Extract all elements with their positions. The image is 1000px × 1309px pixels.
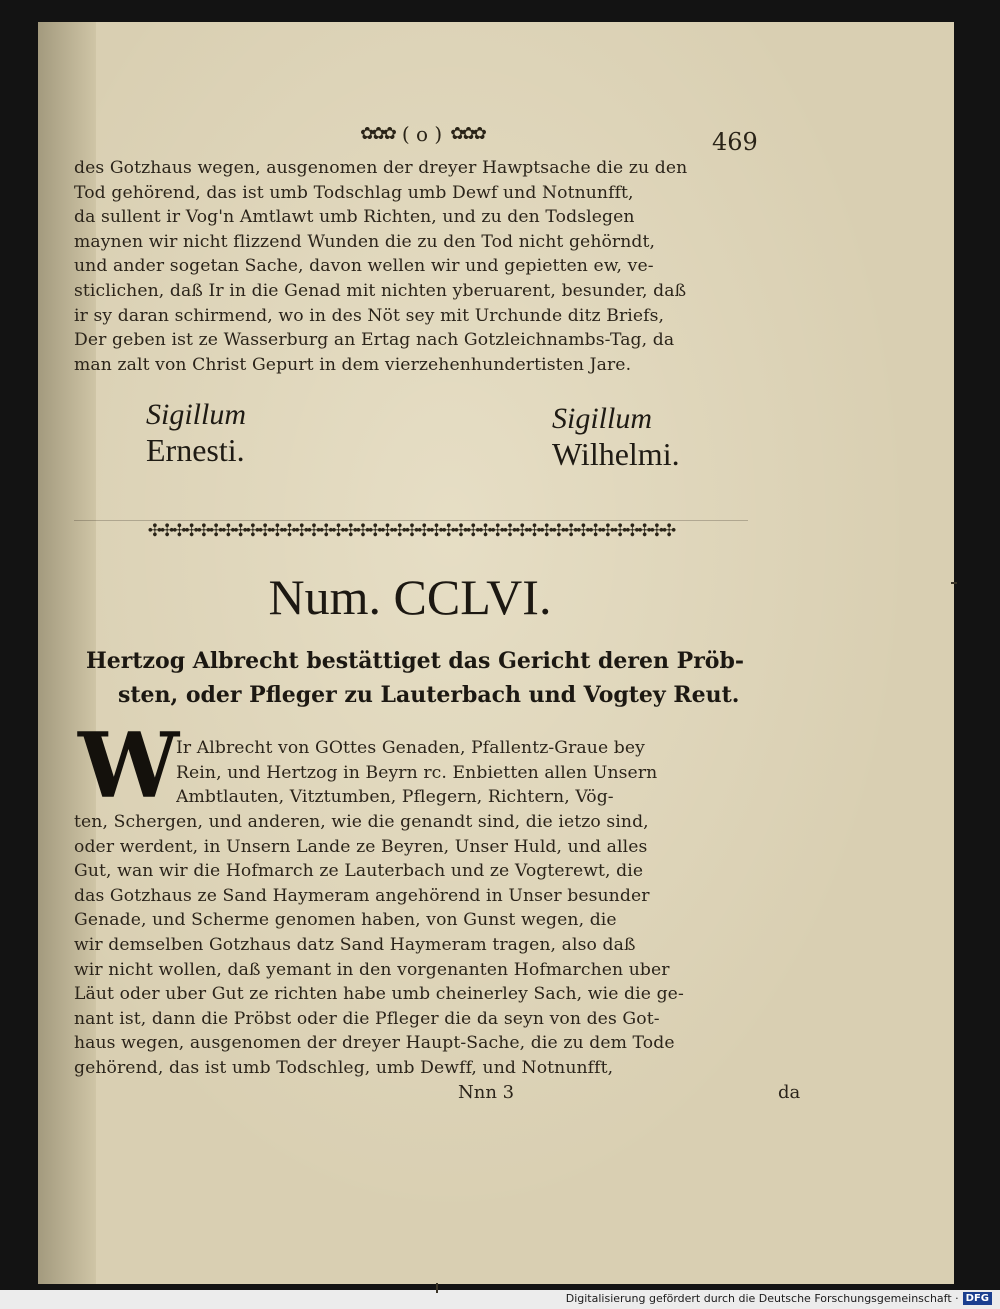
text-line: ir sy daran schirmend, wo in des Nöt sey mit Urchunde ditz Briefs, xyxy=(74,305,665,326)
header-center: ( o ) xyxy=(401,122,443,146)
text-line: haus wegen, ausgenomen der dreyer Haupt-Sache, die zu dem Tode xyxy=(74,1033,675,1054)
text-line: wir demselben Gotzhaus datz Sand Haymeram tragen, also daß xyxy=(74,934,636,955)
scan-mark xyxy=(951,582,957,584)
header-ornament-left: ✿✿✿ xyxy=(360,124,394,144)
text-line: Der geben ist ze Wasserburg an Ertag nach Gotzleichnambs-Tag, da xyxy=(74,330,675,351)
text-line: des Gotzhaus wegen, ausgenomen der dreyer Hawptsache die zu den xyxy=(74,158,688,178)
page-number: 469 xyxy=(712,128,758,156)
text-line: oder werdent, in Unsern Lande ze Beyren, Unser Huld, und alles xyxy=(74,836,648,857)
signature-mark: Nnn 3 xyxy=(458,1082,515,1103)
text-line: Genade, und Scherme genomen haben, von Gunst wegen, die xyxy=(74,910,617,931)
text-line: da sullent ir Vog'n Amtlawt umb Richten, und zu den Todslegen xyxy=(74,207,635,228)
text-line: gehörend, das ist umb Todschleg, umb Dewff, und Notnunfft, xyxy=(74,1057,614,1078)
header-ornament-right: ✿✿✿ xyxy=(450,124,484,144)
seal-wilhelmi xyxy=(552,402,680,473)
seal-name: Wilhelmi. xyxy=(552,436,680,472)
text-line: und ander sogetan Sache, davon wellen wir und gepietten ew, ve- xyxy=(74,256,654,277)
text-line: das Gotzhaus ze Sand Haymeram angehörend in Unser besunder xyxy=(74,885,650,906)
text-block-top xyxy=(74,156,762,377)
ornamental-divider: ✣✣✣✣✣✣✣✣✣✣✣✣✣✣✣✣✣✣✣✣✣✣✣✣✣✣✣✣✣✣✣✣✣✣✣✣✣✣✣✣✣✣✣ xyxy=(74,520,748,543)
scan-mark xyxy=(436,1283,438,1293)
text-block-bottom xyxy=(74,810,762,1081)
running-header xyxy=(292,122,552,146)
dfg-logo: DFG xyxy=(963,1292,992,1305)
text-line: nant ist, dann die Pröbst oder die Pfleger die da seyn von des Got- xyxy=(74,1008,660,1029)
text-line: Ambtlauten, Vitztumben, Pflegern, Richtern, Vög- xyxy=(176,787,614,808)
text-line: wir nicht wollen, daß yemant in den vorgenanten Hofmarchen uber xyxy=(74,959,670,980)
document-title xyxy=(86,644,756,712)
title-line: sten, oder Pfleger zu Lauterbach und Vogtey Reut. xyxy=(118,682,740,708)
seal-label: Sigillum xyxy=(146,398,247,431)
seal-ernesti xyxy=(146,398,246,469)
text-line: Tod gehörend, das ist umb Todschlag umb Dewf und Notnunfft, xyxy=(74,182,634,203)
text-line: maynen wir nicht flizzend Wunden die zu den Tod nicht gehörndt, xyxy=(74,231,656,252)
title-line: Hertzog Albrecht bestättiget das Gericht deren Pröb- xyxy=(86,648,744,674)
text-line: Gut, wan wir die Hofmarch ze Lauterbach und ze Vogterewt, die xyxy=(74,861,644,882)
opening-lines xyxy=(176,736,756,810)
text-line: Rein, und Hertzog in Beyrn rc. Enbietten allen Unsern xyxy=(176,762,658,783)
text-line: ten, Schergen, und anderen, wie die genandt sind, die ietzo sind, xyxy=(74,812,649,832)
credit-text: Digitalisierung gefördert durch die Deutsche Forschungsgemeinschaft · xyxy=(565,1292,959,1305)
text-line: sticlichen, daß Ir in die Genad mit nichten yberuarent, besunder, daß xyxy=(74,280,687,301)
document-number: Num. CCLVI. xyxy=(268,569,552,625)
digitization-credit xyxy=(566,1292,992,1305)
text-line: Ir Albrecht von GOttes Genaden, Pfallentz-Graue bey xyxy=(176,738,645,758)
text-line: Läut oder uber Gut ze richten habe umb cheinerley Sach, wie die ge- xyxy=(74,984,684,1005)
decorated-initial: W xyxy=(78,713,180,819)
text-line: man zalt von Christ Gepurt in dem vierzehenhundertisten Jare. xyxy=(74,354,632,375)
catchword: da xyxy=(778,1082,801,1103)
seal-name: Ernesti. xyxy=(146,432,245,468)
page-footer xyxy=(74,1082,801,1108)
seal-label: Sigillum xyxy=(552,402,653,435)
